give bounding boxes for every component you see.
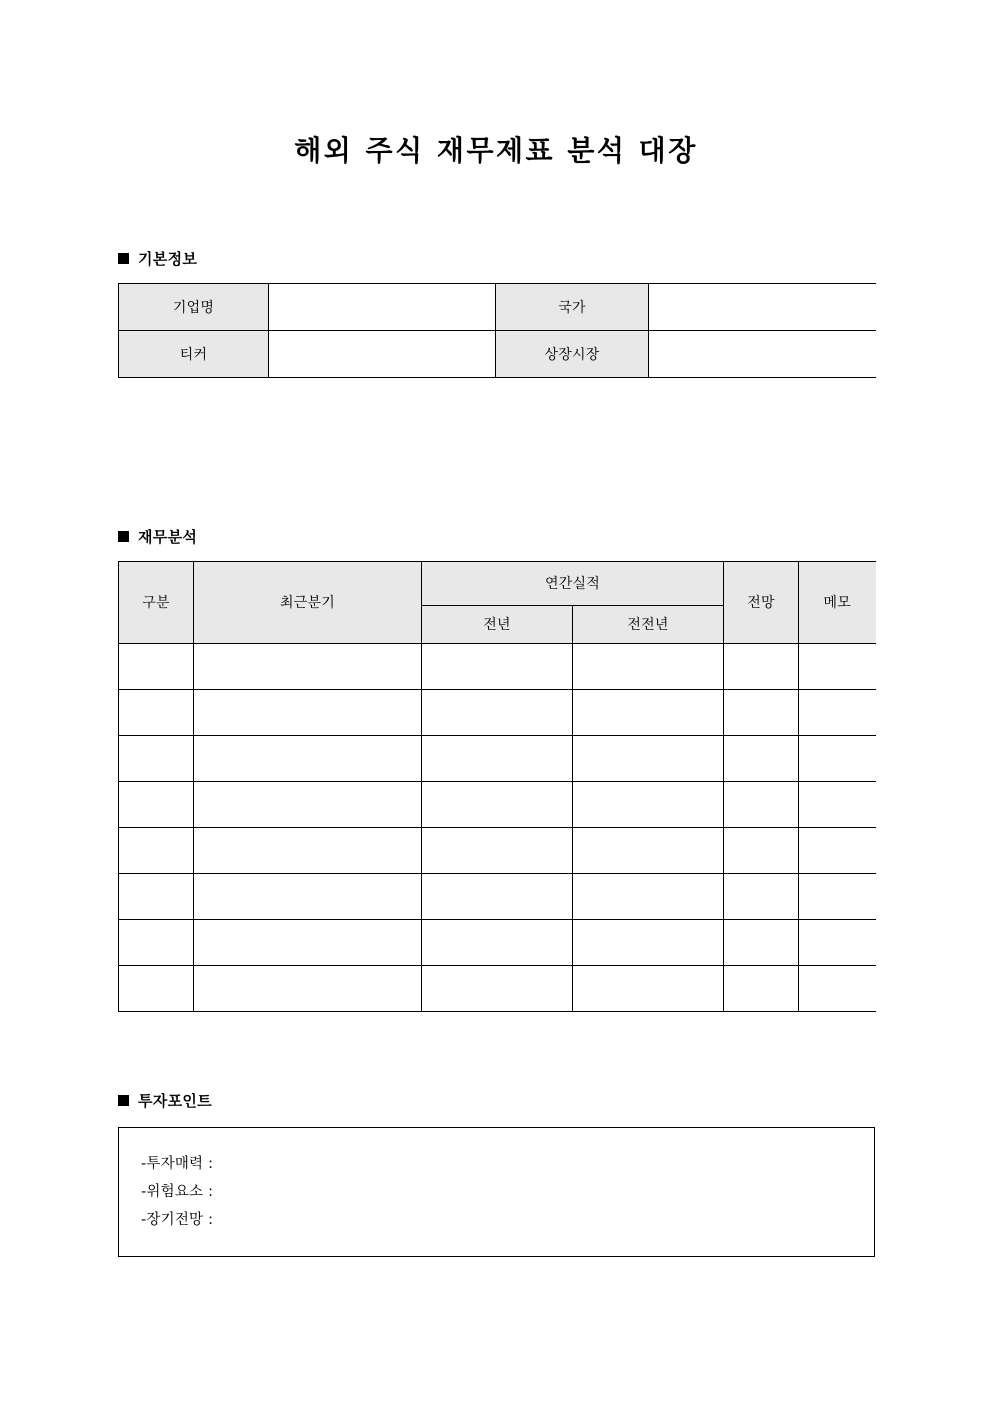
section-heading-basic-info-label: 기본정보 bbox=[138, 249, 198, 268]
field-listing-market[interactable] bbox=[649, 330, 876, 377]
investment-point-line-risk-factors: -위험요소 : bbox=[141, 1183, 214, 1200]
cell-outlook[interactable] bbox=[724, 919, 799, 965]
cell-recent-quarter[interactable] bbox=[194, 873, 422, 919]
column-header-recent-quarter: 최근분기 bbox=[194, 561, 422, 643]
table-row bbox=[119, 781, 876, 827]
investment-points-box[interactable] bbox=[118, 1127, 875, 1257]
cell-memo[interactable] bbox=[799, 965, 876, 1011]
cell-memo[interactable] bbox=[799, 735, 876, 781]
cell-year-before-last[interactable] bbox=[573, 735, 724, 781]
cell-year-before-last[interactable] bbox=[573, 919, 724, 965]
label-ticker: 티커 bbox=[119, 330, 269, 377]
field-ticker[interactable] bbox=[269, 330, 496, 377]
cell-outlook[interactable] bbox=[724, 827, 799, 873]
column-header-memo: 메모 bbox=[799, 561, 876, 643]
cell-division[interactable] bbox=[119, 965, 194, 1011]
financial-analysis-table-header bbox=[119, 561, 876, 643]
cell-year-before-last[interactable] bbox=[573, 965, 724, 1011]
page-title: 해외 주식 재무제표 분석 대장 bbox=[294, 134, 698, 167]
label-company-name: 기업명 bbox=[119, 283, 269, 330]
field-company-name[interactable] bbox=[269, 283, 496, 330]
cell-outlook[interactable] bbox=[724, 689, 799, 735]
cell-recent-quarter[interactable] bbox=[194, 781, 422, 827]
cell-last-year[interactable] bbox=[422, 781, 573, 827]
cell-year-before-last[interactable] bbox=[573, 643, 724, 689]
cell-memo[interactable] bbox=[799, 919, 876, 965]
financial-analysis-table-body bbox=[119, 643, 876, 1011]
filled-square-bullet-icon bbox=[118, 531, 129, 542]
label-listing-market: 상장시장 bbox=[496, 330, 649, 377]
cell-division[interactable] bbox=[119, 781, 194, 827]
cell-recent-quarter[interactable] bbox=[194, 919, 422, 965]
cell-last-year[interactable] bbox=[422, 873, 573, 919]
investment-point-line-attractiveness: -투자매력 : bbox=[141, 1155, 214, 1172]
investment-point-line-long-term-outlook: -장기전망 : bbox=[141, 1212, 214, 1229]
cell-last-year[interactable] bbox=[422, 827, 573, 873]
column-header-last-year: 전년 bbox=[422, 605, 573, 643]
cell-outlook[interactable] bbox=[724, 781, 799, 827]
cell-division[interactable] bbox=[119, 919, 194, 965]
table-row bbox=[119, 283, 876, 330]
table-row bbox=[119, 643, 876, 689]
cell-recent-quarter[interactable] bbox=[194, 643, 422, 689]
column-header-outlook: 전망 bbox=[724, 561, 799, 643]
cell-last-year[interactable] bbox=[422, 919, 573, 965]
section-heading-financial-analysis-label: 재무분석 bbox=[138, 527, 198, 546]
section-heading-investment-points bbox=[118, 1090, 874, 1111]
basic-info-table bbox=[118, 283, 876, 378]
table-row bbox=[119, 919, 876, 965]
cell-memo[interactable] bbox=[799, 873, 876, 919]
column-header-year-before-last: 전전년 bbox=[573, 605, 724, 643]
section-heading-financial-analysis bbox=[118, 526, 874, 547]
cell-last-year[interactable] bbox=[422, 965, 573, 1011]
cell-last-year[interactable] bbox=[422, 689, 573, 735]
cell-outlook[interactable] bbox=[724, 735, 799, 781]
section-heading-investment-points-label: 투자포인트 bbox=[138, 1091, 212, 1110]
cell-outlook[interactable] bbox=[724, 643, 799, 689]
cell-memo[interactable] bbox=[799, 689, 876, 735]
cell-year-before-last[interactable] bbox=[573, 781, 724, 827]
table-row bbox=[119, 330, 876, 377]
cell-recent-quarter[interactable] bbox=[194, 689, 422, 735]
cell-year-before-last[interactable] bbox=[573, 689, 724, 735]
cell-division[interactable] bbox=[119, 643, 194, 689]
cell-year-before-last[interactable] bbox=[573, 873, 724, 919]
cell-recent-quarter[interactable] bbox=[194, 965, 422, 1011]
financial-analysis-table bbox=[118, 561, 876, 1012]
cell-division[interactable] bbox=[119, 735, 194, 781]
column-header-annual-results-group: 연간실적 bbox=[422, 561, 724, 605]
cell-memo[interactable] bbox=[799, 781, 876, 827]
header-row-primary bbox=[119, 561, 876, 605]
filled-square-bullet-icon bbox=[118, 1095, 129, 1106]
cell-recent-quarter[interactable] bbox=[194, 735, 422, 781]
cell-division[interactable] bbox=[119, 873, 194, 919]
cell-year-before-last[interactable] bbox=[573, 827, 724, 873]
table-row bbox=[119, 827, 876, 873]
section-heading-basic-info bbox=[118, 248, 874, 269]
table-row bbox=[119, 735, 876, 781]
cell-outlook[interactable] bbox=[724, 873, 799, 919]
cell-division[interactable] bbox=[119, 689, 194, 735]
filled-square-bullet-icon bbox=[118, 253, 129, 264]
cell-division[interactable] bbox=[119, 827, 194, 873]
field-country[interactable] bbox=[649, 283, 876, 330]
table-row bbox=[119, 873, 876, 919]
cell-recent-quarter[interactable] bbox=[194, 827, 422, 873]
cell-last-year[interactable] bbox=[422, 643, 573, 689]
cell-memo[interactable] bbox=[799, 643, 876, 689]
column-header-division: 구분 bbox=[119, 561, 194, 643]
cell-memo[interactable] bbox=[799, 827, 876, 873]
table-row bbox=[119, 965, 876, 1011]
table-row bbox=[119, 689, 876, 735]
cell-last-year[interactable] bbox=[422, 735, 573, 781]
label-country: 국가 bbox=[496, 283, 649, 330]
cell-outlook[interactable] bbox=[724, 965, 799, 1011]
